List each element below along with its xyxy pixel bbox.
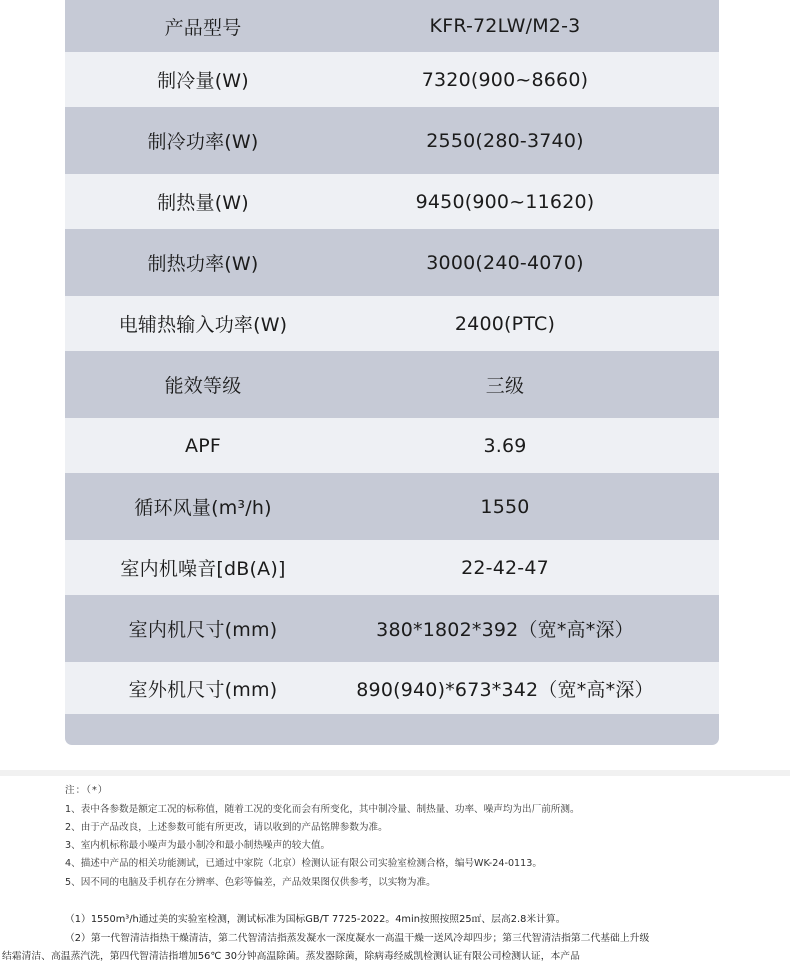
spec-value: 3.69 [483, 434, 527, 457]
spec-value: KFR-72LW/M2-3 [429, 15, 581, 37]
spec-value: 2400(PTC) [454, 312, 556, 335]
spec-name: 制热功率(W) [147, 253, 259, 275]
spec-name: 电辅热输入功率(W) [118, 314, 288, 336]
spec-row-efficiency-grade [65, 351, 719, 418]
spec-table [65, 0, 719, 745]
spec-name: 制热量(W) [157, 192, 249, 214]
section-divider [0, 770, 790, 776]
spec-row-indoor-size [65, 595, 719, 662]
spec-row-apf [65, 418, 719, 473]
spec-value: 7320(900~8660) [421, 68, 589, 91]
spec-row-cooling-capacity [65, 52, 719, 107]
spec-name: 制冷功率(W) [147, 131, 259, 153]
spec-row-heating-capacity [65, 174, 719, 229]
spec-value: 三级 [485, 375, 525, 397]
notes-header: 注：（*） [65, 785, 109, 796]
note-item: 4、描述中产品的相关功能测试，已通过中家院（北京）检测认证有限公司实验室检测合格，编号WK-24-0113。 [65, 858, 542, 869]
spec-name: 能效等级 [164, 375, 242, 397]
spec-value: 380*1802*392（宽*高*深） [376, 619, 634, 641]
footnote-item: 结霜清洁、高温蒸汽洗，第四代智清洁指增加56℃ 30分钟高温除菌。蒸发器除菌，除病毒经威凯检测认证有限公司检测认证，本产品 [2, 951, 580, 962]
note-item: 3、室内机标称最小噪声为最小制冷和最小制热噪声的较大值。 [65, 840, 331, 851]
spec-row-cooling-power [65, 107, 719, 174]
spec-row-indoor-noise [65, 540, 719, 595]
spec-value: 3000(240-4070) [426, 251, 584, 274]
spec-value: 2550(280-3740) [426, 129, 584, 152]
spec-value: 1550 [480, 495, 530, 518]
spec-name: 室内机噪音[dB(A)] [120, 558, 286, 580]
spec-name: 室内机尺寸(mm) [128, 619, 278, 641]
spec-row-aux-heat-power [65, 296, 719, 351]
note-item: 1、表中各参数是额定工况的标称值，随着工况的变化而会有所变化，其中制冷量、制热量、功率、噪声均为出厂前所测。 [65, 804, 580, 815]
spec-name: 产品型号 [164, 16, 242, 39]
spec-row-heating-power [65, 229, 719, 296]
spec-name: APF [185, 434, 221, 457]
spec-row-outdoor-size [65, 662, 719, 714]
spec-value: 890(940)*673*342（宽*高*深） [356, 678, 654, 701]
note-item: 5、因不同的电脑及手机存在分辨率、色彩等偏差，产品效果图仅供参考，以实物为准。 [65, 877, 436, 888]
footnote-item: （2）第一代智清洁指热干燥清洁，第二代智清洁指蒸发凝水一深度凝水一高温干燥一送风冷却四步；第三代智清洁指第二代基础上升级 [65, 933, 650, 944]
note-item: 2、由于产品改良，上述参数可能有所更改，请以收到的产品铭牌参数为准。 [65, 822, 388, 833]
footnote-item: （1）1550m³/h通过美的实验室检测，测试标准为国标GB/T 7725-2022。4min按照按照25㎡、层高2.8米计算。 [65, 914, 566, 925]
spec-name: 循环风量(m³/h) [134, 497, 272, 519]
spec-name: 室外机尺寸(mm) [128, 678, 278, 701]
spec-value: 9450(900~11620) [415, 190, 595, 213]
spec-name: 制冷量(W) [157, 70, 249, 92]
spec-row-model [65, 0, 719, 52]
spec-value: 22-42-47 [461, 556, 549, 579]
spec-row-airflow [65, 473, 719, 540]
